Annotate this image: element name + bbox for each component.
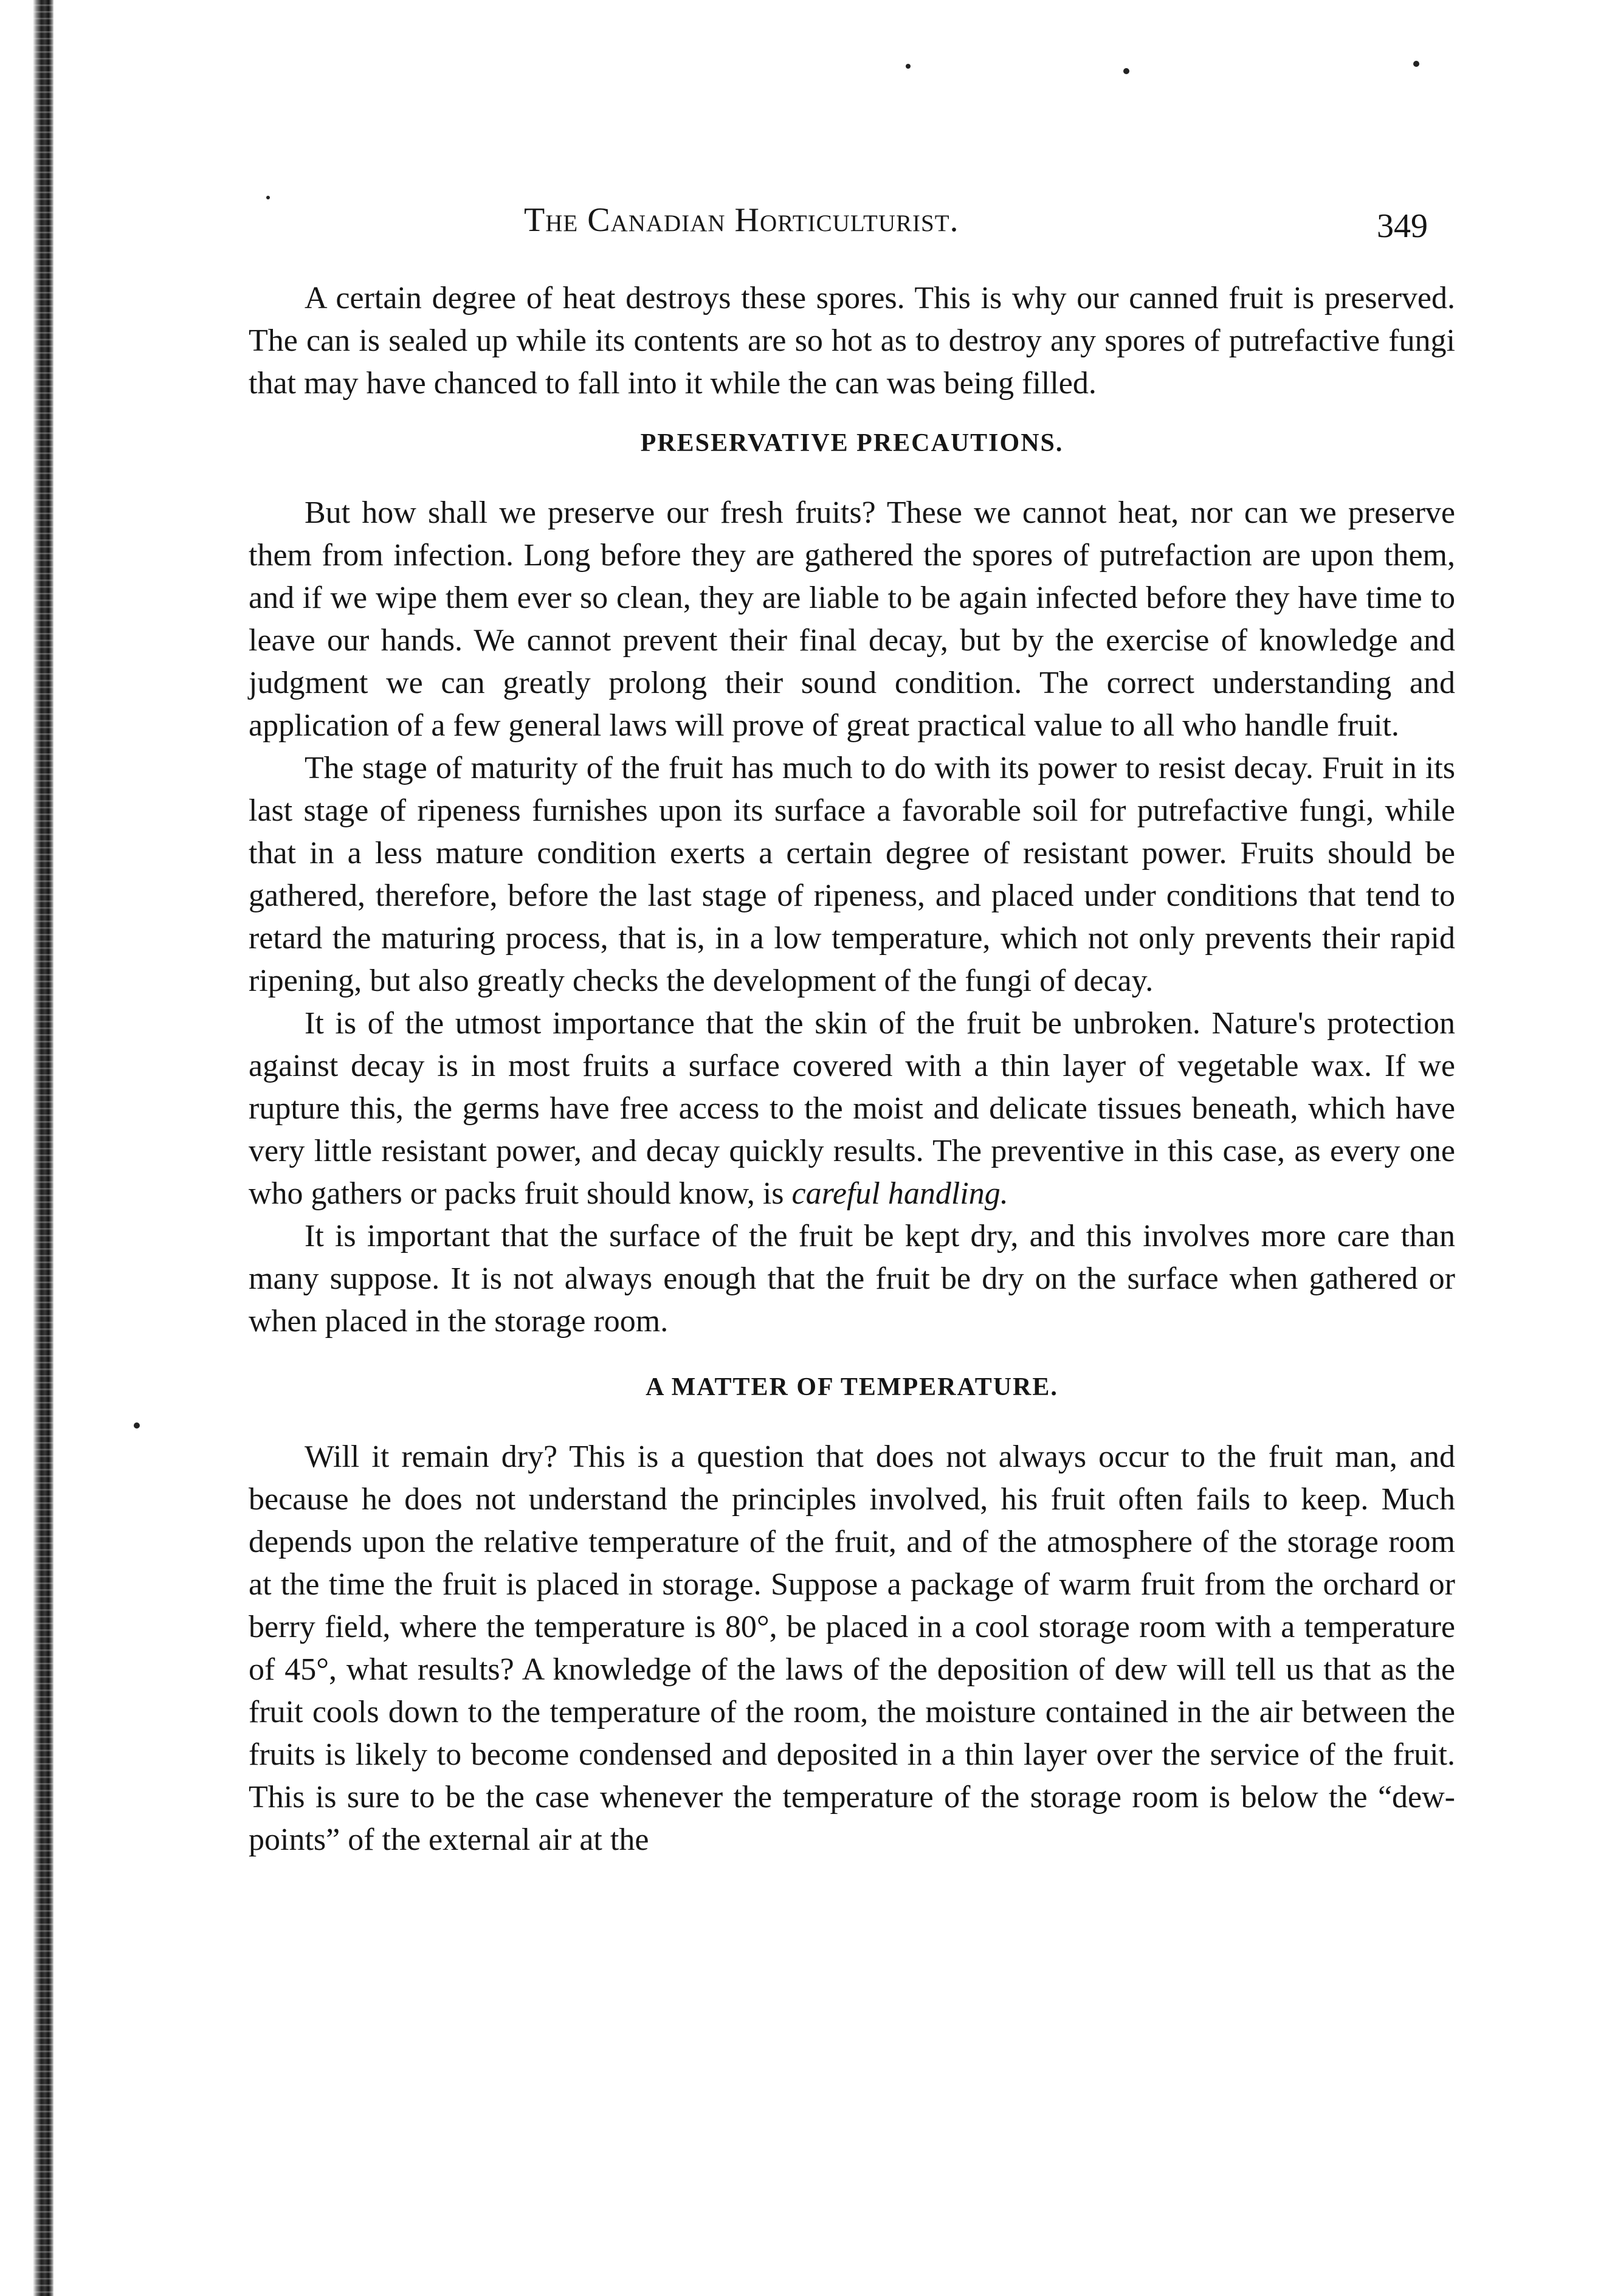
section-heading-a-matter-of-temperature: A MATTER OF TEMPERATURE. [646, 1373, 1058, 1401]
paragraph-text: It is of the utmost importance that the skin of the fruit be unbroken. Nature's protection against decay is in most fruits a surface covered with a thin layer of vegetable wax. If we rupture this, the germs have free access to the moist and delicate tissues beneath, which have very little resistant power, and decay quickly results. The preventive in this case, as every one who gathers or packs fruit should know, is [249, 1006, 1455, 1211]
running-header: The Canadian Horticulturist. [524, 201, 959, 239]
paragraph [249, 1002, 1455, 1215]
book-binding-edge [0, 0, 53, 2296]
scan-speck [134, 1422, 140, 1429]
emphasis-text: careful handling. [791, 1176, 1008, 1211]
page-body [249, 277, 1455, 1861]
paragraph: Will it remain dry? This is a question that does not always occur to the fruit man, and because he does not understand the principles involved, his fruit often fails to keep. Much depends upon the relative temperature of the fruit, and of the atmosphere of the storage room at the time the fruit is placed in storage. Suppose a package of warm fruit from the orchard or berry field, where the temperature is 80°, be placed in a cool storage room with a temperature of 45°, what results? A knowledge of the laws of the deposition of dew will tell us that as the fruit cools down to the temperature of the room, the moisture contained in the air between the fruits is likely to become condensed and deposited in a thin layer over the service of the fruit. This is sure to be the case whenever the temperature of the storage room is below the “dew-points” of the external air at the [249, 1439, 1455, 1857]
section-heading-preservative-precautions: PRESERVATIVE PRECAUTIONS. [640, 429, 1064, 457]
scan-speck [266, 196, 270, 199]
page-number: 349 [1377, 207, 1428, 245]
scan-speck [1123, 68, 1129, 74]
scan-speck [1413, 61, 1419, 67]
scan-speck [906, 64, 911, 69]
paragraph: It is important that the surface of the fruit be kept dry, and this involves more care than many suppose. It is not always enough that the fruit be dry on the surface when gathered or when placed in the storage room. [249, 1219, 1455, 1339]
paragraph: A certain degree of heat destroys these spores. This is why our canned fruit is preserved. The can is sealed up while its contents are so hot as to destroy any spores of putrefactive fungi that may have chanced to fall into it while the can was being filled. [249, 281, 1455, 401]
paragraph: The stage of maturity of the fruit has much to do with its power to resist decay. Fruit in its last stage of ripeness furnishes upon its surface a favorable soil for putrefactive fungi, while that in a less mature condition exerts a certain degree of resistant power. Fruits should be gathered, therefore, before the last stage of ripeness, and placed under conditions that tend to retard the maturing process, that is, in a low temperature, which not only prevents their rapid ripening, but also greatly checks the development of the fungi of decay. [249, 751, 1455, 998]
paragraph: But how shall we preserve our fresh fruits? These we cannot heat, nor can we preserve them from infection. Long before they are gathered the spores of putrefaction are upon them, and if we wipe them ever so clean, they are liable to be again infected before they have time to leave our hands. We cannot prevent their final decay, but by the exercise of knowledge and judgment we can greatly prolong their sound condition. The correct understanding and application of a few general laws will prove of great practical value to all who handle fruit. [249, 495, 1455, 743]
